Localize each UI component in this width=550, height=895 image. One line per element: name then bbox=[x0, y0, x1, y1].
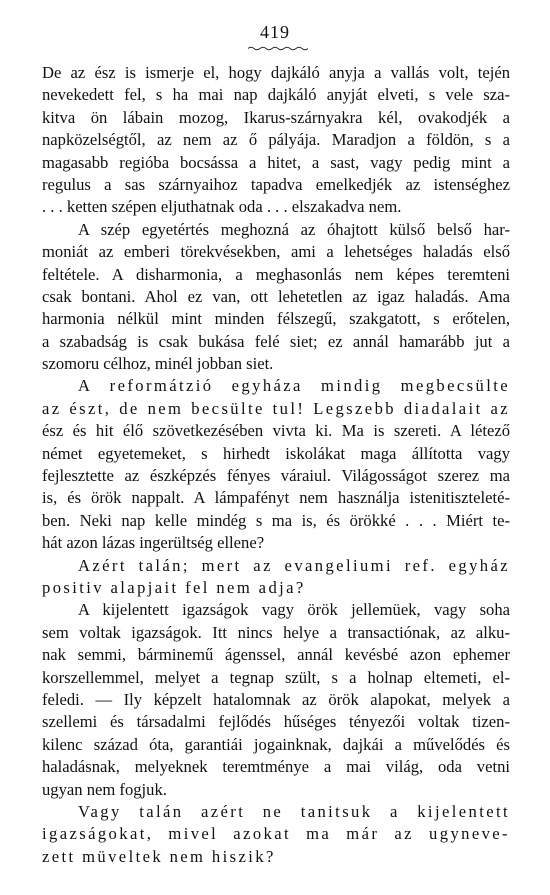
text-line: Azért talán; mert az evangeliumi ref. egyház bbox=[78, 555, 510, 575]
text-line: magasabb regióba bocsássa a hitet, a sast, vagy pedig mint a bbox=[42, 152, 510, 172]
page-number: 419 bbox=[260, 22, 290, 42]
text-line: a szabadság is csak bukása felé siet; ez annál hamarább jut a bbox=[42, 331, 510, 351]
text-line: harmonia nélkül mint minden félszegű, szakgatott, s erőtelen, bbox=[42, 309, 510, 329]
page-number-ornament bbox=[248, 46, 308, 51]
text-line: regulus a sas szárnyaihoz tapadva emelkedjék az istenséghez bbox=[42, 174, 510, 194]
text-line: csak bontani. Ahol ez van, ott lehetetlen az igaz haladás. Ama bbox=[42, 286, 510, 306]
text-line: ész és hit élő szövetkezésében vivta ki. Ma is szereti. A létező bbox=[42, 421, 510, 441]
text-line: feledi. — Ily képzelt hatalomnak az örök alapokat, melyek a bbox=[42, 689, 510, 709]
text-line: Vagy talán azért ne tanitsuk a kijelentett bbox=[78, 801, 510, 821]
text-line: kilenc század óta, garantiái jogainknak, dajkái a művelődés és bbox=[42, 734, 510, 754]
text-line: az észt, de nem becsülte tul! Legszebb diadalait az bbox=[42, 398, 510, 418]
text-line: feltétele. A disharmonia, a meghasonlás nem képes teremteni bbox=[42, 264, 510, 284]
text-line: A szép egyetértés meghozná az óhajtott külső belső har- bbox=[78, 219, 510, 239]
text-line: nak semmi, bárminemű ágenssel, annál kevésbé azon ephemer bbox=[42, 645, 510, 665]
text-line: ugyan nem fogjuk. bbox=[42, 779, 167, 799]
text-line: szomoru célhoz, minél jobban siet. bbox=[42, 354, 274, 374]
text-line: De az ész is ismerje el, hogy dajkáló anyja a vallás volt, tején bbox=[42, 63, 510, 82]
text-line: korszellemmel, melyet a tegnap szült, s a holnap eltemeti, el- bbox=[42, 667, 510, 687]
text-line: A reformátzió egyháza mindig megbecsülte bbox=[78, 376, 510, 396]
text-line: nevekedett fel, s ha mai nap dajkáló anyját elveti, s vele sza- bbox=[42, 85, 510, 105]
text-line: A kijelentett igazságok vagy örök jellemüek, vagy soha bbox=[78, 600, 510, 620]
text-line: ben. Neki nap kelle mindég s ma is, és örökké . . . Miért te- bbox=[42, 510, 510, 530]
text-line: haladásnak, melyeknek teremtménye a mai világ, oda vetni bbox=[42, 757, 510, 777]
text-line: német egyetemeket, s hirhedt iskolákat maga állította vagy bbox=[42, 443, 510, 463]
text-line: igazságokat, mivel azokat ma már az ugyneve- bbox=[42, 824, 510, 844]
text-line: szellemi és társadalmi fejlődés hűséges tényezői voltak tizen- bbox=[42, 712, 510, 732]
text-line: kitva ön lábain mozog, Ikarus-szárnyakra kél, ovakodjék a bbox=[42, 107, 510, 127]
text-line: is, és örök nappalt. A lámpafényt nem használja istenitiszteleté- bbox=[42, 488, 510, 508]
text-line: hát azon lázas ingerültség ellene? bbox=[42, 533, 265, 553]
text-line: . . . ketten szépen eljuthatnak oda . . . elszakadva nem. bbox=[42, 197, 402, 217]
text-line: sem voltak igazságok. Itt nincs helye a transactiónak, az alku- bbox=[42, 622, 510, 642]
text-line: moniát az emberi törekvésekben, ami a lehetséges haladás első bbox=[42, 242, 510, 262]
body-text bbox=[42, 62, 510, 868]
text-line: positiv alapjait fel nem adja? bbox=[42, 577, 306, 597]
text-line: fejlesztette az észképzés fényes váraiul. Világosságot szerez ma bbox=[42, 466, 510, 486]
text-line: napközelségtől, az nem az ő pályája. Maradjon a földön, s a bbox=[42, 130, 510, 150]
text-line: zett müveltek nem hiszik? bbox=[42, 846, 276, 866]
